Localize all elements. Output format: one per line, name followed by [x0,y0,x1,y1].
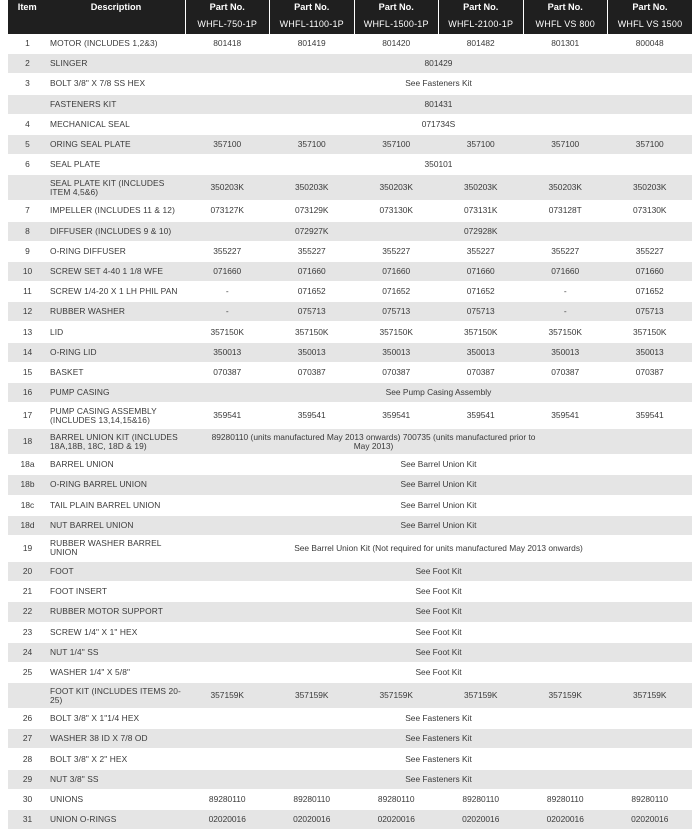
shared-part-number: See Fasteners Kit [185,769,692,789]
item-number: 7 [8,201,47,221]
table-row [8,602,692,622]
item-description: SEAL PLATE [47,155,185,175]
table-row [8,114,692,134]
table-row [8,221,692,241]
shared-part-number: 350101 [185,155,692,175]
part-number-cell: 801301 [523,34,608,54]
model-header: WHFL-1500-1P [354,14,439,34]
part-number-cell: 89280110 [523,789,608,809]
item-description: IMPELLER (INCLUDES 11 & 12) [47,201,185,221]
item-number: 22 [8,602,47,622]
table-row [8,622,692,642]
part-number-cell: 02020016 [354,810,439,830]
item-number: 3 [8,74,47,94]
part-number-cell: 070387 [270,362,355,382]
item-number: 13 [8,322,47,342]
part-number-cell: 02020016 [523,810,608,830]
part-number-cell: 801419 [270,34,355,54]
part-number-cell: 355227 [608,241,692,261]
part-number-cell: 071660 [185,261,270,281]
item-number [8,94,47,114]
table-row [8,535,692,561]
table-row [8,429,692,455]
part-number-cell: 071652 [354,282,439,302]
item-description: UNION O-RINGS [47,810,185,830]
part-number-cell: 071652 [608,282,692,302]
item-description: WASHER 38 ID X 7/8 OD [47,729,185,749]
shared-part-number: See Foot Kit [185,582,692,602]
item-description: BOLT 3/8" X 1"1/4 HEX [47,709,185,729]
part-number-cell: 359541 [185,403,270,429]
part-number-cell: 072928K [439,221,524,241]
part-number-cell: 357159K [608,683,692,709]
item-description: FASTENERS KIT [47,94,185,114]
item-description: WASHER 1/4" X 5/8" [47,662,185,682]
part-number-cell: 071660 [608,261,692,281]
item-number: 14 [8,342,47,362]
part-number-cell: - [523,302,608,322]
part-number-cell: 073127K [185,201,270,221]
table-row [8,749,692,769]
shared-part-number: See Fasteners Kit [185,709,692,729]
shared-part-number: See Barrel Union Kit [185,475,692,495]
shared-part-number: See Foot Kit [185,622,692,642]
shared-part-number: See Barrel Union Kit [185,495,692,515]
item-description: BOLT 3/8" X 7/8 SS HEX [47,74,185,94]
table-row [8,729,692,749]
table-row [8,495,692,515]
item-number: 8 [8,221,47,241]
model-header: WHFL-2100-1P [439,14,524,34]
item-description: LID [47,322,185,342]
shared-part-number: See Foot Kit [185,561,692,581]
item-number: 17 [8,403,47,429]
table-row [8,455,692,475]
part-number-cell: 357150K [439,322,524,342]
table-row [8,515,692,535]
part-number-cell: 357159K [270,683,355,709]
table-row [8,94,692,114]
shared-part-number: See Foot Kit [185,662,692,682]
item-description: NUT BARREL UNION [47,515,185,535]
part-number-cell: 070387 [439,362,524,382]
item-description: MOTOR (INCLUDES 1,2&3) [47,34,185,54]
part-number-cell: 075713 [354,302,439,322]
part-number-cell: 350203K [608,175,692,201]
item-number: 18c [8,495,47,515]
table-row [8,282,692,302]
shared-part-number: See Barrel Union Kit [185,455,692,475]
table-row [8,642,692,662]
item-number: 6 [8,155,47,175]
table-row [8,709,692,729]
shared-part-number: See Foot Kit [185,602,692,622]
part-number-cell: 073130K [354,201,439,221]
item-number: 18b [8,475,47,495]
table-row [8,34,692,54]
part-number-cell: 02020016 [185,810,270,830]
part-number-cell: 355227 [523,241,608,261]
part-number-cell: - [185,302,270,322]
part-number-cell: 073130K [608,201,692,221]
item-number: 11 [8,282,47,302]
part-number-cell [608,221,692,241]
part-number-cell: 073129K [270,201,355,221]
item-number: 2 [8,54,47,74]
partno-column-header: Part No. [185,0,270,14]
shared-part-number: See Foot Kit [185,642,692,662]
part-number-cell: 02020016 [439,810,524,830]
item-description: O-RING BARREL UNION [47,475,185,495]
part-number-cell: 071652 [439,282,524,302]
part-number-cell: 02020016 [270,810,355,830]
part-number-cell: 89280110 [185,789,270,809]
table-row [8,683,692,709]
shared-part-number: 801431 [185,94,692,114]
table-row [8,241,692,261]
item-number: 29 [8,769,47,789]
item-description: SLINGER [47,54,185,74]
part-number-cell: 357100 [439,134,524,154]
item-number: 9 [8,241,47,261]
item-description: DIFFUSER (INCLUDES 9 & 10) [47,221,185,241]
table-body [8,34,692,830]
item-description: SEAL PLATE KIT (INCLUDES ITEM 4,5&6) [47,175,185,201]
item-number: 4 [8,114,47,134]
part-number-cell: 89280110 [608,789,692,809]
item-number: 19 [8,535,47,561]
part-number-cell: 357159K [185,683,270,709]
partno-column-header: Part No. [523,0,608,14]
part-number-cell: 357150K [608,322,692,342]
part-number-cell: 357100 [185,134,270,154]
table-row [8,582,692,602]
item-description: MECHANICAL SEAL [47,114,185,134]
item-number: 25 [8,662,47,682]
item-number: 26 [8,709,47,729]
item-description: RUBBER WASHER BARREL UNION [47,535,185,561]
table-row [8,769,692,789]
model-header: WHFL VS 1500 [608,14,692,34]
part-number-cell: 073128T [523,201,608,221]
table-row [8,54,692,74]
part-number-cell: 070387 [523,362,608,382]
item-description: FOOT KIT (INCLUDES ITEMS 20-25) [47,683,185,709]
item-number: 18 [8,429,47,455]
item-number: 12 [8,302,47,322]
part-number-cell: 350013 [523,342,608,362]
item-number: 28 [8,749,47,769]
item-header-spacer [8,14,47,34]
part-number-cell: 070387 [354,362,439,382]
item-description: NUT 3/8" SS [47,769,185,789]
table-row [8,810,692,830]
table-row [8,134,692,154]
part-number-cell: 350203K [439,175,524,201]
item-column-header: Item [8,0,47,14]
part-number-cell: 02020016 [608,810,692,830]
item-description: BOLT 3/8" X 2" HEX [47,749,185,769]
part-number-cell: 071660 [439,261,524,281]
item-description: ORING SEAL PLATE [47,134,185,154]
partno-column-header: Part No. [354,0,439,14]
item-number: 18a [8,455,47,475]
table-row [8,475,692,495]
shared-part-number: See Barrel Union Kit (Not required for units manufactured May 2013 onwards) [185,535,692,561]
shared-part-number: See Fasteners Kit [185,749,692,769]
item-number: 1 [8,34,47,54]
part-number-cell: 800048 [608,34,692,54]
part-number-cell: 357159K [439,683,524,709]
table-row [8,175,692,201]
part-number-cell: 357100 [270,134,355,154]
part-number-cell: 075713 [439,302,524,322]
item-number: 18d [8,515,47,535]
shared-part-number: 071734S [185,114,692,134]
part-number-cell: 357100 [608,134,692,154]
item-number: 23 [8,622,47,642]
item-description: RUBBER MOTOR SUPPORT [47,602,185,622]
item-description: RUBBER WASHER [47,302,185,322]
part-number-cell: 357159K [354,683,439,709]
part-number-cell: 350013 [608,342,692,362]
part-number-cell: 071660 [354,261,439,281]
table-row [8,155,692,175]
part-number-cell: 355227 [270,241,355,261]
item-number: 21 [8,582,47,602]
item-number [8,175,47,201]
item-description: UNIONS [47,789,185,809]
partno-column-header: Part No. [270,0,355,14]
part-number-cell: 355227 [439,241,524,261]
part-number-cell: 350013 [354,342,439,362]
part-number-cell [354,221,439,241]
part-number-cell: 070387 [608,362,692,382]
part-number-cell: - [523,282,608,302]
partno-column-header: Part No. [439,0,524,14]
item-number: 10 [8,261,47,281]
part-number-cell: 350203K [185,175,270,201]
model-header: WHFL VS 800 [523,14,608,34]
table-row [8,362,692,382]
table-row [8,662,692,682]
part-number-cell: 801482 [439,34,524,54]
item-description: FOOT INSERT [47,582,185,602]
shared-part-number: See Fasteners Kit [185,74,692,94]
part-number-cell: 357150K [270,322,355,342]
table-row [8,342,692,362]
table-row [8,789,692,809]
part-number-cell: 075713 [270,302,355,322]
part-number-cell: 357150K [523,322,608,342]
table-row [8,302,692,322]
item-description: PUMP CASING [47,383,185,403]
item-description: O-RING LID [47,342,185,362]
table-row [8,74,692,94]
item-description: PUMP CASING ASSEMBLY (INCLUDES 13,14,15&16) [47,403,185,429]
part-number-cell: 89280110 [270,789,355,809]
partno-column-header: Part No. [608,0,692,14]
item-description: SCREW 1/4" X 1" HEX [47,622,185,642]
table-row [8,403,692,429]
part-number-cell: 357150K [354,322,439,342]
part-number-cell: 350013 [270,342,355,362]
table-row [8,322,692,342]
item-number: 27 [8,729,47,749]
item-number: 24 [8,642,47,662]
part-number-cell: 359541 [354,403,439,429]
model-header: WHFL-750-1P [185,14,270,34]
part-number-cell [523,221,608,241]
item-description: BARREL UNION [47,455,185,475]
model-header: WHFL-1100-1P [270,14,355,34]
shared-part-number: See Fasteners Kit [185,729,692,749]
part-number-cell: 071652 [270,282,355,302]
part-number-cell: 359541 [608,403,692,429]
part-number-cell: - [185,282,270,302]
item-description: SCREW 1/4-20 X 1 LH PHIL PAN [47,282,185,302]
item-description: BASKET [47,362,185,382]
description-header-spacer [47,14,185,34]
part-number-cell: 075713 [608,302,692,322]
part-number-cell: 350013 [185,342,270,362]
table-header [8,0,692,34]
description-column-header: Description [47,0,185,14]
shared-part-number: 801429 [185,54,692,74]
parts-table [8,0,692,830]
part-number-cell: 070387 [185,362,270,382]
item-number: 16 [8,383,47,403]
item-number: 15 [8,362,47,382]
part-number-cell: 350203K [270,175,355,201]
item-number [8,683,47,709]
part-number-cell: 359541 [523,403,608,429]
part-number-cell: 350203K [523,175,608,201]
part-number-cell: 071660 [523,261,608,281]
shared-part-number: See Barrel Union Kit [185,515,692,535]
part-number-cell: 355227 [354,241,439,261]
part-number-cell: 359541 [439,403,524,429]
shared-part-number: See Pump Casing Assembly [185,383,692,403]
part-number-cell: 357100 [523,134,608,154]
part-number-cell: 357150K [185,322,270,342]
part-number-cell: 359541 [270,403,355,429]
item-description: TAIL PLAIN BARREL UNION [47,495,185,515]
table-row [8,261,692,281]
item-number: 30 [8,789,47,809]
part-number-cell: 89280110 [354,789,439,809]
part-number-cell: 89280110 [439,789,524,809]
item-description: BARREL UNION KIT (INCLUDES 18A,18B, 18C, 18D & 19) [47,429,185,455]
item-number: 20 [8,561,47,581]
item-description: FOOT [47,561,185,581]
item-description: NUT 1/4" SS [47,642,185,662]
part-number-cell: 355227 [185,241,270,261]
item-number: 31 [8,810,47,830]
part-number-cell: 357159K [523,683,608,709]
item-description: SCREW SET 4-40 1 1/8 WFE [47,261,185,281]
part-number-cell: 350013 [439,342,524,362]
part-number-cell: 350203K [354,175,439,201]
table-row [8,561,692,581]
part-number-cell: 071660 [270,261,355,281]
item-description: O-RING DIFFUSER [47,241,185,261]
shared-part-number: 89280110 (units manufactured May 2013 onwards) 700735 (units manufactured prior to May 2013) [185,429,692,455]
part-number-cell: 073131K [439,201,524,221]
part-number-cell: 801418 [185,34,270,54]
part-number-cell: 801420 [354,34,439,54]
part-number-cell: 357100 [354,134,439,154]
part-number-cell: 072927K [270,221,355,241]
table-row [8,201,692,221]
part-number-cell [185,221,270,241]
table-row [8,383,692,403]
item-number: 5 [8,134,47,154]
